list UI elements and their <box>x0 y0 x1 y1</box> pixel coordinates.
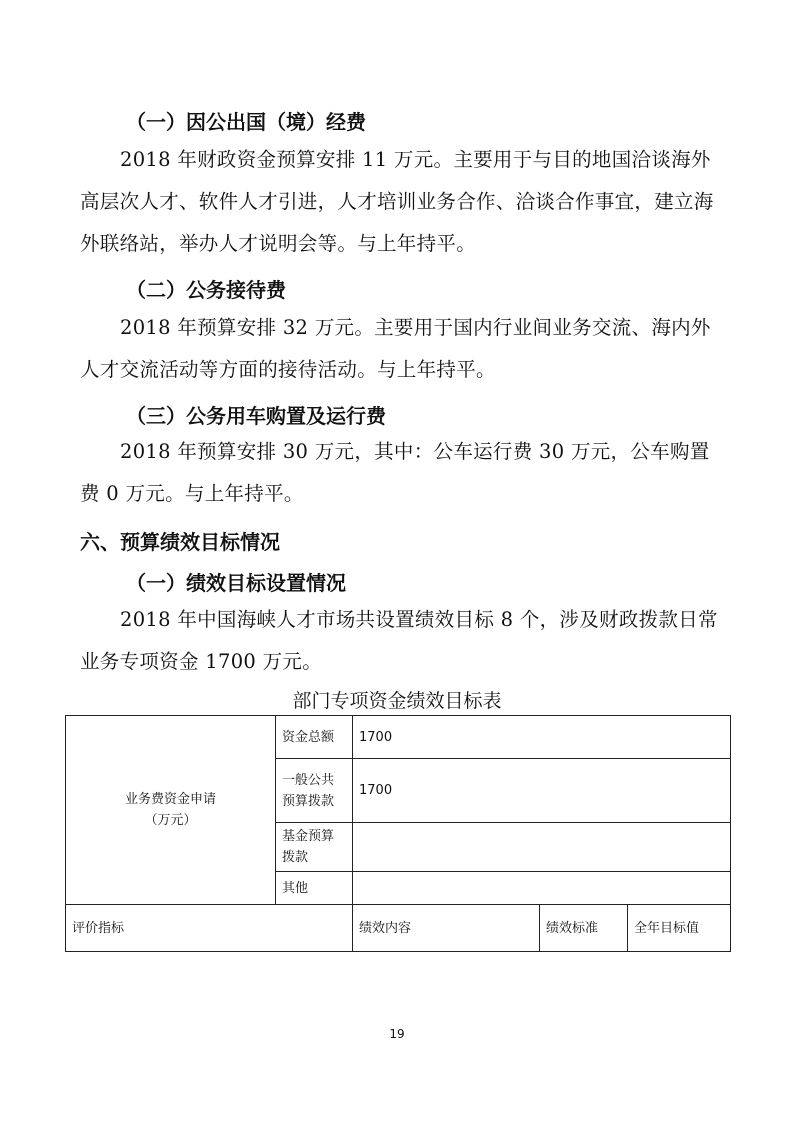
table-header-row <box>66 905 731 952</box>
fund-application-label <box>66 716 276 905</box>
fund-application-label-line2: （万元） <box>144 813 197 828</box>
page-number: 19 <box>389 1027 405 1041</box>
section-title-overseas-travel: （一）因公出国（境）经费 <box>126 110 366 134</box>
section-body-vehicles: 2018 年预算安排 30 万元，其中：公车运行费 30 万元，公车购置费 0 万元。与上年持平。 <box>80 440 710 505</box>
performance-table <box>65 715 731 952</box>
section-title-targets: （一）绩效目标设置情况 <box>126 571 346 595</box>
section-body-targets: 2018 年中国海峡人才市场共设置绩效目标 8 个，涉及财政拨款日常业务专项资金 1700 万元。 <box>80 608 718 673</box>
section-body-overseas-travel: 2018 年财政资金预算安排 11 万元。主要用于与目的地国洽谈海外高层次人才、软件人才引进，人才培训业务合作、洽谈合作事宜，建立海外联络站，举办人才说明会等。与上年持平。 <box>80 148 714 255</box>
row-label-other: 其他 <box>276 872 353 905</box>
row-label-fund-budget: 基金预算拨款 <box>276 823 353 872</box>
row-value-fund-budget <box>353 823 731 872</box>
row-value-other <box>353 872 731 905</box>
chapter-title-performance: 六、预算绩效目标情况 <box>80 530 280 554</box>
header-standard: 绩效标准 <box>540 905 628 952</box>
row-label-general-budget: 一般公共预算拨款 <box>276 759 353 823</box>
section-body-reception: 2018 年预算安排 32 万元。主要用于国内行业间业务交流、海内外人才交流活动等方面的接待活动。与上年持平。 <box>80 316 711 381</box>
header-indicator: 评价指标 <box>66 905 353 952</box>
table-caption: 部门专项资金绩效目标表 <box>292 690 502 712</box>
fund-application-label-line1: 业务费资金申请 <box>125 792 217 807</box>
header-content: 绩效内容 <box>353 905 540 952</box>
section-title-vehicles: （三）公务用车购置及运行费 <box>126 404 386 428</box>
row-label-total: 资金总额 <box>276 716 353 759</box>
row-value-total: 1700 <box>353 716 731 759</box>
header-annual-target: 全年目标值 <box>628 905 731 952</box>
row-value-general-budget: 1700 <box>353 759 731 823</box>
table-row <box>66 716 731 759</box>
section-title-reception: （二）公务接待费 <box>126 278 286 302</box>
